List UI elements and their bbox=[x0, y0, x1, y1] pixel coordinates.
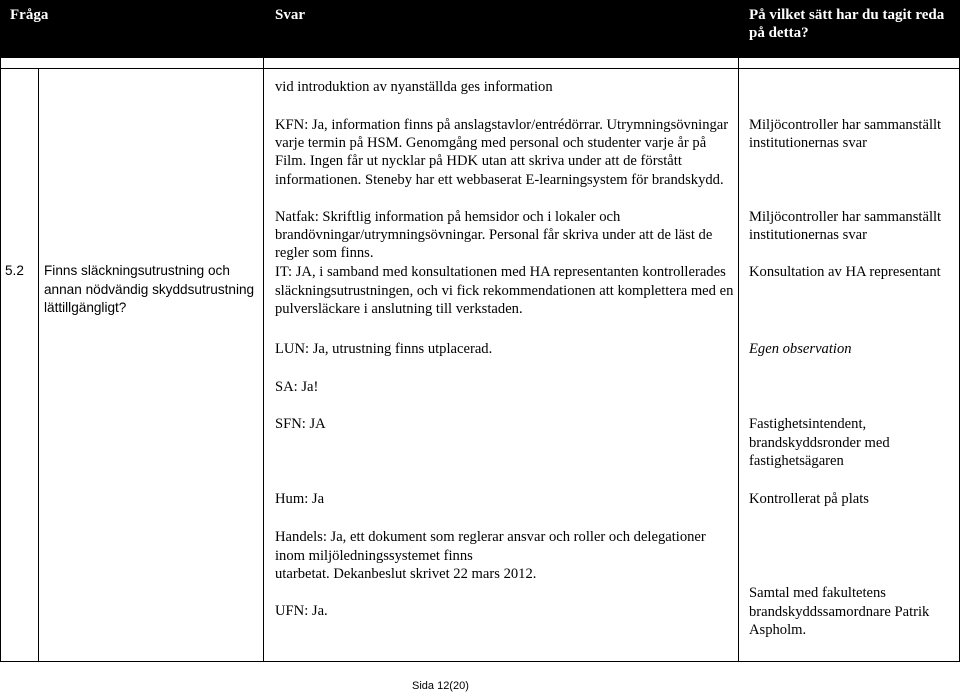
page-number: Sida 12(20) bbox=[412, 680, 469, 692]
sa-answer: SA: Ja! bbox=[275, 379, 319, 395]
kfn-answer-line4: informationen. Steneby har ett webbaserat E-learningsystem för brandskydd. bbox=[275, 172, 724, 188]
lun-method: Egen observation bbox=[749, 341, 852, 357]
hum-method: Kontrollerat på plats bbox=[749, 491, 869, 507]
kfn-answer-line3: Film. Ingen får ut nycklar på HDK utan att skriva under att de förstått bbox=[275, 153, 682, 169]
table-border bbox=[38, 68, 39, 662]
kfn-method-line2: institutionernas svar bbox=[749, 135, 867, 151]
table-header bbox=[0, 0, 960, 58]
ufn-method-line2: brandskyddssamordnare Patrik bbox=[749, 604, 930, 620]
ufn-method-line1: Samtal med fakultetens bbox=[749, 585, 886, 601]
table-border bbox=[0, 68, 960, 69]
ufn-method-line3: Aspholm. bbox=[749, 622, 807, 638]
table-border bbox=[0, 661, 960, 662]
question-line3: lättillgängligt? bbox=[44, 300, 127, 315]
header-answer: Svar bbox=[275, 7, 305, 23]
it-answer-line2: släckningsutrustningen, och vi fick rekommendationen att komplettera med en bbox=[275, 283, 734, 299]
handels-answer-line3: utarbetat. Dekanbeslut skrivet 22 mars 2012. bbox=[275, 566, 537, 582]
lun-answer: LUN: Ja, utrustning finns utplacerad. bbox=[275, 341, 493, 357]
table-border bbox=[263, 58, 264, 662]
intro-text: vid introduktion av nyanställda ges information bbox=[275, 79, 553, 95]
table-border bbox=[738, 58, 739, 662]
it-method: Konsultation av HA representant bbox=[749, 264, 941, 280]
it-answer-line3: pulversläckare i anslutning till verkstaden. bbox=[275, 301, 523, 317]
natfak-method-line2: institutionernas svar bbox=[749, 227, 867, 243]
question-line1: Finns släckningsutrustning och bbox=[44, 263, 230, 278]
header-method-line1: På vilket sätt har du tagit reda bbox=[749, 7, 945, 23]
sfn-method-line3: fastighetsägaren bbox=[749, 453, 844, 469]
kfn-answer-line1: KFN: Ja, information finns på anslagstavlor/entrédörrar. Utrymningsövningar bbox=[275, 117, 729, 133]
question-line2: annan nödvändig skyddsutrustning bbox=[44, 282, 255, 297]
natfak-answer-line2: brandövningar/utrymningsövningar. Personal får skriva under att de läst de bbox=[275, 227, 713, 243]
natfak-answer-line3: regler som finns. bbox=[275, 245, 374, 261]
header-method-line2: på detta? bbox=[749, 25, 809, 41]
ufn-answer: UFN: Ja. bbox=[275, 603, 328, 619]
sfn-method-line2: brandskyddsronder med bbox=[749, 435, 890, 451]
it-answer-line1: IT: JA, i samband med konsultationen med HA representanten kontrollerades bbox=[275, 264, 726, 280]
kfn-answer-line2: varje termin på HSM. Genomgång med personal och studenter varje år på bbox=[275, 135, 707, 151]
natfak-method-line1: Miljöcontroller har sammanställt bbox=[749, 209, 942, 225]
natfak-answer-line1: Natfak: Skriftlig information på hemsidor och i lokaler och bbox=[275, 209, 621, 225]
sfn-method-line1: Fastighetsintendent, bbox=[749, 416, 867, 432]
handels-answer-line2: inom miljöledningssystemet finns bbox=[275, 548, 473, 564]
kfn-method-line1: Miljöcontroller har sammanställt bbox=[749, 117, 942, 133]
question-number: 5.2 bbox=[5, 263, 24, 278]
header-question: Fråga bbox=[10, 7, 49, 23]
sfn-answer: SFN: JA bbox=[275, 416, 326, 432]
hum-answer: Hum: Ja bbox=[275, 491, 325, 507]
table-border bbox=[0, 58, 1, 662]
handels-answer-line1: Handels: Ja, ett dokument som reglerar ansvar och roller och delegationer bbox=[275, 529, 706, 545]
